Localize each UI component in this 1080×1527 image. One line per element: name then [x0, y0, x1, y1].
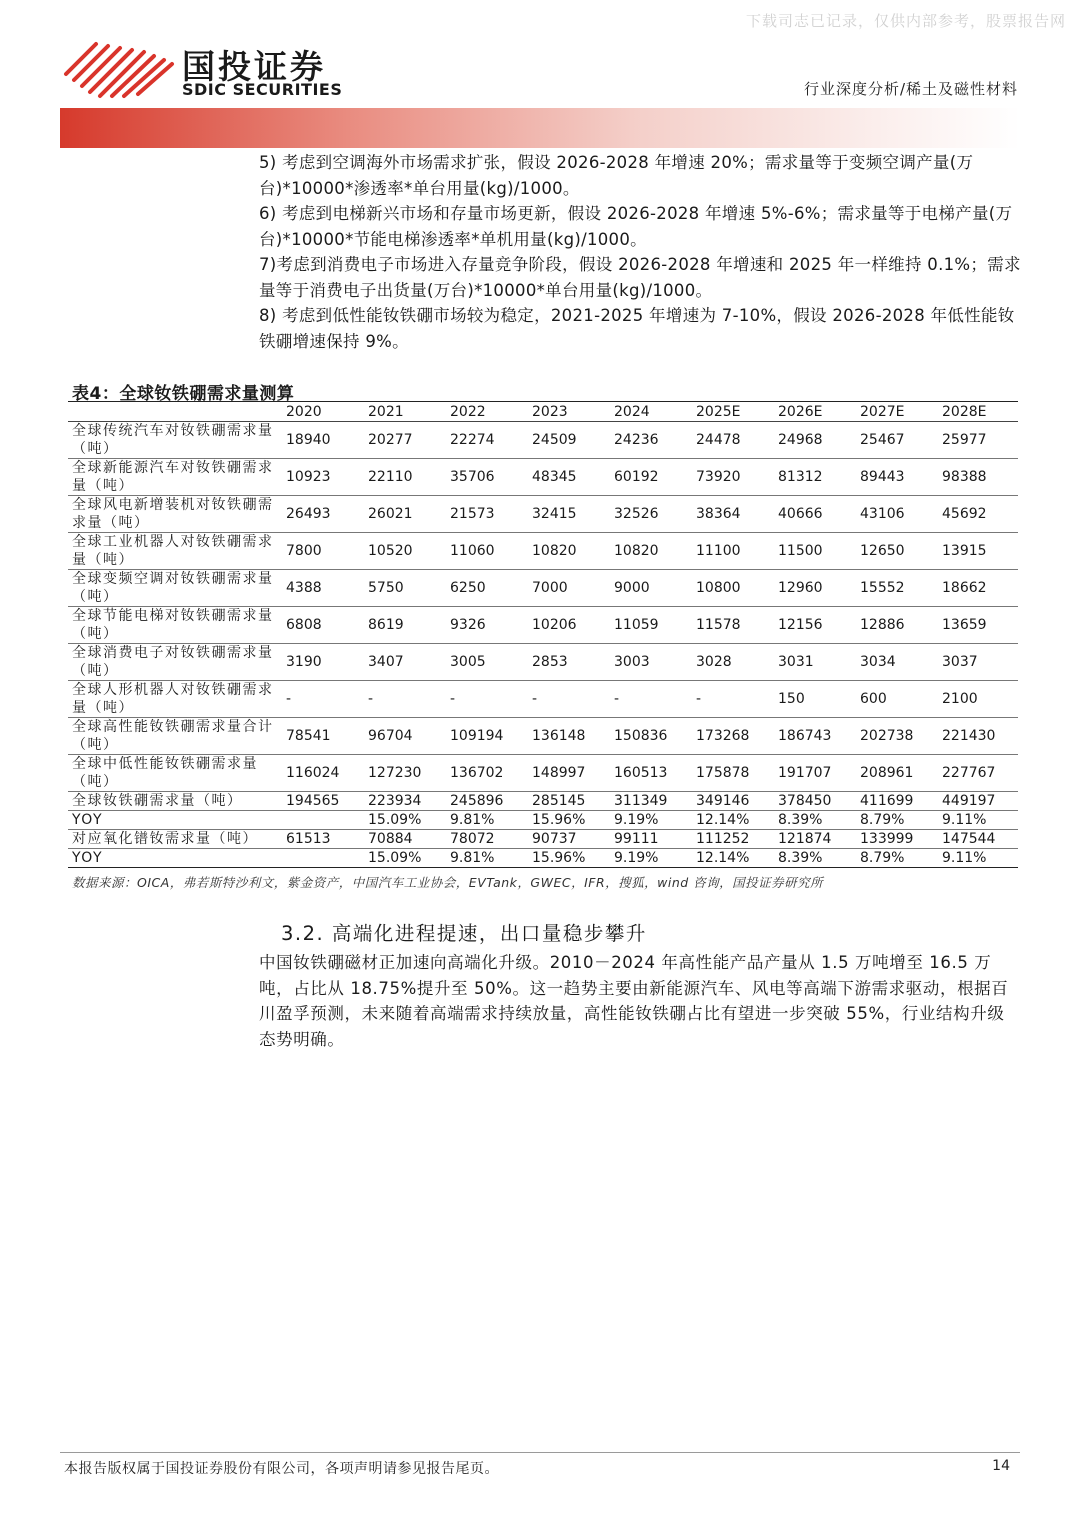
- table-cell: 11100: [690, 533, 772, 570]
- row-label: 全球人形机器人对钕铁硼需求量（吨）: [68, 681, 280, 718]
- footer-disclaimer: 本报告版权属于国投证券股份有限公司，各项声明请参见报告尾页。: [64, 1461, 499, 1477]
- table-cell: 10923: [280, 459, 362, 496]
- table-cell: 99111: [608, 830, 690, 849]
- table-row: [68, 533, 1018, 570]
- row-label: 全球传统汽车对钕铁硼需求量（吨）: [68, 422, 280, 459]
- table-cell: 10820: [526, 533, 608, 570]
- table-cell: 378450: [772, 792, 854, 811]
- row-label: 全球工业机器人对钕铁硼需求量（吨）: [68, 533, 280, 570]
- table-cell: 223934: [362, 792, 444, 811]
- table-cell: 148997: [526, 755, 608, 792]
- table-cell: 3407: [362, 644, 444, 681]
- section-body: [259, 950, 1021, 1052]
- table-cell: 13915: [936, 533, 1018, 570]
- table-cell: 24968: [772, 422, 854, 459]
- table-cell: 311349: [608, 792, 690, 811]
- table-cell: 175878: [690, 755, 772, 792]
- table-cell: 48345: [526, 459, 608, 496]
- table-cell: 3034: [854, 644, 936, 681]
- table-cell: 9326: [444, 607, 526, 644]
- table-cell: 81312: [772, 459, 854, 496]
- table-cell: 3190: [280, 644, 362, 681]
- table-cell: 5750: [362, 570, 444, 607]
- demand-table: [68, 401, 1018, 868]
- table-cell: 9.81%: [444, 811, 526, 830]
- table-cell: 25977: [936, 422, 1018, 459]
- table-cell: 12960: [772, 570, 854, 607]
- row-label: 全球钕铁硼需求量（吨）: [68, 792, 280, 811]
- header-cell: 2024: [608, 402, 690, 422]
- table-row: [68, 459, 1018, 496]
- table-cell: 18940: [280, 422, 362, 459]
- row-label: YOY: [68, 849, 280, 868]
- table-cell: 245896: [444, 792, 526, 811]
- table-cell: 11500: [772, 533, 854, 570]
- header-cell-empty: [68, 402, 280, 422]
- header-cell: 2021: [362, 402, 444, 422]
- table-cell: 6808: [280, 607, 362, 644]
- table-body: [68, 422, 1018, 868]
- table-row: [68, 496, 1018, 533]
- table-cell: 2853: [526, 644, 608, 681]
- table-row: [68, 570, 1018, 607]
- table-cell: 89443: [854, 459, 936, 496]
- table-row: [68, 830, 1018, 849]
- table-cell: 25467: [854, 422, 936, 459]
- table-cell: 78541: [280, 718, 362, 755]
- table-cell: 35706: [444, 459, 526, 496]
- table-cell: 12650: [854, 533, 936, 570]
- table-cell: 208961: [854, 755, 936, 792]
- table-header-row: [68, 402, 1018, 422]
- table-cell: -: [690, 681, 772, 718]
- table-cell: 136702: [444, 755, 526, 792]
- table-cell: 40666: [772, 496, 854, 533]
- table-cell: 9.19%: [608, 811, 690, 830]
- table-cell: 90737: [526, 830, 608, 849]
- table-cell: 8619: [362, 607, 444, 644]
- table-cell: 10820: [608, 533, 690, 570]
- row-label: 全球节能电梯对钕铁硼需求量（吨）: [68, 607, 280, 644]
- table-cell: 127230: [362, 755, 444, 792]
- table-cell: 15.96%: [526, 849, 608, 868]
- row-label: 全球风电新增装机对钕铁硼需求量（吨）: [68, 496, 280, 533]
- table-row: [68, 849, 1018, 868]
- table-cell: -: [608, 681, 690, 718]
- table-cell: 10206: [526, 607, 608, 644]
- table-cell: 3028: [690, 644, 772, 681]
- table-cell: 7000: [526, 570, 608, 607]
- table-cell: 15552: [854, 570, 936, 607]
- table-cell: 3005: [444, 644, 526, 681]
- table-cell: [280, 811, 362, 830]
- table-cell: 43106: [854, 496, 936, 533]
- table-cell: [280, 849, 362, 868]
- section-paragraph: 中国钕铁硼磁材正加速向高端化升级。2010－2024 年高性能产品产量从 1.5 万吨增至 16.5 万吨，占比从 18.75%提升至 50%。这一趋势主要由新能源汽车、风电等高端下游需求驱动，根据百川盈孚预测，未来随着高端需求持续放量，高性能钕铁硼占比有望进一步突破 55%，行业结构升级态势明确。: [259, 953, 1009, 1049]
- table-cell: 173268: [690, 718, 772, 755]
- table-cell: 7800: [280, 533, 362, 570]
- page-number: 14: [992, 1458, 1010, 1474]
- table-cell: 136148: [526, 718, 608, 755]
- table-cell: 11060: [444, 533, 526, 570]
- table-cell: 111252: [690, 830, 772, 849]
- table-cell: 121874: [772, 830, 854, 849]
- table-cell: 96704: [362, 718, 444, 755]
- table-row: [68, 422, 1018, 459]
- table-cell: 26493: [280, 496, 362, 533]
- table-cell: 21573: [444, 496, 526, 533]
- table-row: [68, 811, 1018, 830]
- table-cell: 12886: [854, 607, 936, 644]
- section-title: 3.2. 高端化进程提速，出口量稳步攀升: [281, 922, 647, 945]
- table-cell: 9.19%: [608, 849, 690, 868]
- table-cell: 3037: [936, 644, 1018, 681]
- footer-divider: [60, 1452, 1020, 1453]
- table-cell: -: [280, 681, 362, 718]
- sdic-logo: [60, 40, 360, 100]
- table-cell: 9.11%: [936, 811, 1018, 830]
- table-cell: 32526: [608, 496, 690, 533]
- logo-english-name: SDIC SECURITIES: [182, 80, 343, 99]
- table-cell: 109194: [444, 718, 526, 755]
- table-cell: 78072: [444, 830, 526, 849]
- table-cell: 186743: [772, 718, 854, 755]
- table-cell: 26021: [362, 496, 444, 533]
- note-item: 7)考虑到消费电子市场进入存量竞争阶段，假设 2026-2028 年增速和 2025 年一样维持 0.1%；需求量等于消费电子出货量(万台)*10000*单台用量(kg)/1000。: [259, 255, 1021, 300]
- table-cell: 116024: [280, 755, 362, 792]
- table-cell: -: [526, 681, 608, 718]
- table-cell: 449197: [936, 792, 1018, 811]
- table-cell: 11578: [690, 607, 772, 644]
- table-cell: 38364: [690, 496, 772, 533]
- table-cell: 13659: [936, 607, 1018, 644]
- table-cell: 9.81%: [444, 849, 526, 868]
- table-cell: 12156: [772, 607, 854, 644]
- table-cell: 285145: [526, 792, 608, 811]
- header-cell: 2027E: [854, 402, 936, 422]
- row-label: 全球变频空调对钕铁硼需求量（吨）: [68, 570, 280, 607]
- table-cell: 24236: [608, 422, 690, 459]
- table-cell: 22274: [444, 422, 526, 459]
- table-row: [68, 607, 1018, 644]
- report-category: 行业深度分析/稀土及磁性材料: [803, 80, 1018, 98]
- table-cell: 70884: [362, 830, 444, 849]
- table-cell: 227767: [936, 755, 1018, 792]
- table-cell: 202738: [854, 718, 936, 755]
- table-row: [68, 644, 1018, 681]
- table-cell: 15.09%: [362, 849, 444, 868]
- row-label: 全球中低性能钕铁硼需求量（吨）: [68, 755, 280, 792]
- table-cell: 9.11%: [936, 849, 1018, 868]
- table-cell: -: [444, 681, 526, 718]
- table-cell: 150836: [608, 718, 690, 755]
- header-cell: 2022: [444, 402, 526, 422]
- table-cell: 6250: [444, 570, 526, 607]
- table-cell: -: [362, 681, 444, 718]
- table-cell: 24478: [690, 422, 772, 459]
- header-cell: 2025E: [690, 402, 772, 422]
- header-cell: 2020: [280, 402, 362, 422]
- table-cell: 20277: [362, 422, 444, 459]
- table-cell: 10800: [690, 570, 772, 607]
- row-label: 全球高性能钕铁硼需求量合计（吨）: [68, 718, 280, 755]
- table-row: [68, 718, 1018, 755]
- header-cell: 2026E: [772, 402, 854, 422]
- table-cell: 411699: [854, 792, 936, 811]
- note-item: 5) 考虑到空调海外市场需求扩张，假设 2026-2028 年增速 20%；需求量等于变频空调产量(万台)*10000*渗透率*单台用量(kg)/1000。: [259, 153, 974, 198]
- table-cell: 8.79%: [854, 811, 936, 830]
- table-cell: 3003: [608, 644, 690, 681]
- table-cell: 24509: [526, 422, 608, 459]
- table-cell: 15.96%: [526, 811, 608, 830]
- table-cell: 8.39%: [772, 849, 854, 868]
- table-cell: 2100: [936, 681, 1018, 718]
- note-item: 8) 考虑到低性能钕铁硼市场较为稳定，2021-2025 年增速为 7-10%，假设 2026-2028 年低性能钕铁硼增速保持 9%。: [259, 306, 1015, 351]
- row-label: 全球新能源汽车对钕铁硼需求量（吨）: [68, 459, 280, 496]
- table-cell: 98388: [936, 459, 1018, 496]
- table-row: [68, 681, 1018, 718]
- table-cell: 4388: [280, 570, 362, 607]
- table-row: [68, 755, 1018, 792]
- header-cell: 2028E: [936, 402, 1018, 422]
- table-row: [68, 792, 1018, 811]
- header-cell: 2023: [526, 402, 608, 422]
- table-cell: 147544: [936, 830, 1018, 849]
- table-cell: 221430: [936, 718, 1018, 755]
- watermark-text: 下载司志已记录，仅供内部参考，股票报告网: [745, 12, 1066, 30]
- table-cell: 8.79%: [854, 849, 936, 868]
- note-item: 6) 考虑到电梯新兴市场和存量市场更新，假设 2026-2028 年增速 5%-6%；需求量等于电梯产量(万台)*10000*节能电梯渗透率*单机用量(kg)/1000。: [259, 204, 1013, 249]
- table-cell: 3031: [772, 644, 854, 681]
- table-cell: 600: [854, 681, 936, 718]
- table-cell: 22110: [362, 459, 444, 496]
- header-banner: [60, 108, 1020, 148]
- table-cell: 191707: [772, 755, 854, 792]
- table-cell: 45692: [936, 496, 1018, 533]
- table-cell: 32415: [526, 496, 608, 533]
- row-label: 全球消费电子对钕铁硼需求量（吨）: [68, 644, 280, 681]
- table-cell: 8.39%: [772, 811, 854, 830]
- table-cell: 60192: [608, 459, 690, 496]
- table-cell: 150: [772, 681, 854, 718]
- table-cell: 15.09%: [362, 811, 444, 830]
- table-source: 数据来源：OICA，弗若斯特沙利文，紫金资产，中国汽车工业协会，EVTank，GWEC，IFR，搜狐，wind 咨询，国投证券研究所: [72, 875, 824, 890]
- row-label: YOY: [68, 811, 280, 830]
- table-cell: 10520: [362, 533, 444, 570]
- logo-stripes-icon: [60, 40, 180, 100]
- table-cell: 73920: [690, 459, 772, 496]
- logo-chinese-name: 国投证券: [182, 47, 326, 86]
- table-cell: 133999: [854, 830, 936, 849]
- table-cell: 61513: [280, 830, 362, 849]
- table-cell: 9000: [608, 570, 690, 607]
- row-label: 对应氧化镨钕需求量（吨）: [68, 830, 280, 849]
- table-cell: 349146: [690, 792, 772, 811]
- assumption-notes: [259, 150, 1021, 354]
- table-cell: 11059: [608, 607, 690, 644]
- table-cell: 18662: [936, 570, 1018, 607]
- table-title: 表4：全球钕铁硼需求量测算: [72, 384, 295, 404]
- table-cell: 194565: [280, 792, 362, 811]
- table-cell: 12.14%: [690, 849, 772, 868]
- table-cell: 160513: [608, 755, 690, 792]
- table-cell: 12.14%: [690, 811, 772, 830]
